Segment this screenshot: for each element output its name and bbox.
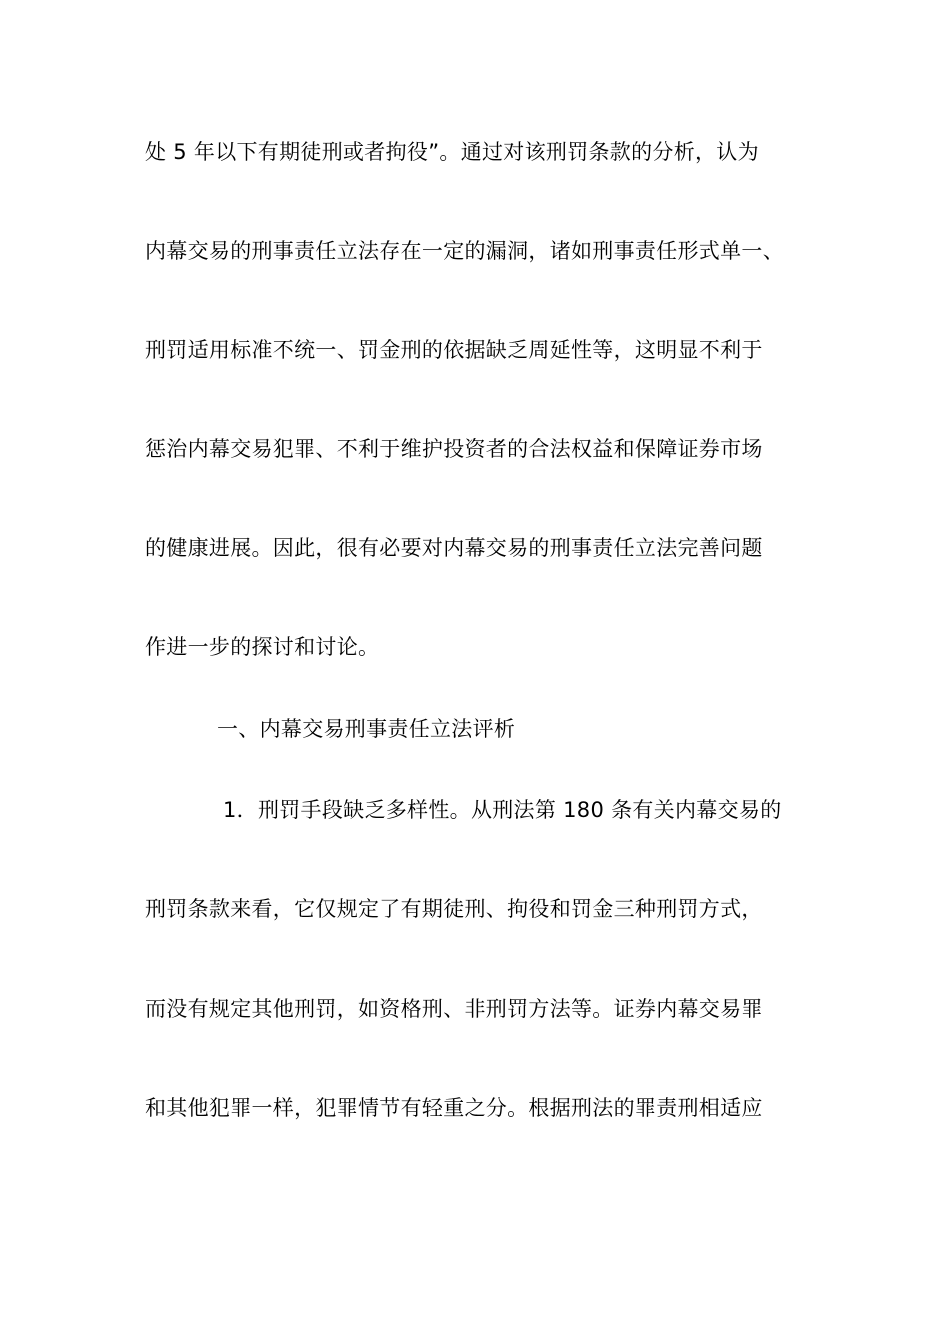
paragraph-line: 内幕交易的刑事责任立法存在一定的漏洞，诸如刑事责任形式单一、: [145, 239, 784, 263]
subsection-line: 而没有规定其他刑罚，如资格刑、非刑罚方法等。证券内幕交易罪: [145, 997, 763, 1021]
paragraph-line: 惩治内幕交易犯罪、不利于维护投资者的合法权益和保障证券市场: [145, 437, 763, 461]
paragraph-line: 作进一步的探讨和讨论。: [145, 635, 380, 659]
paragraph-line: 处 5 年以下有期徒刑或者拘役”。通过对该刑罚条款的分析，认为: [145, 140, 759, 164]
subsection-line: 1．刑罚手段缺乏多样性。从刑法第 180 条有关内幕交易的: [223, 798, 782, 822]
subsection-line: 刑罚条款来看，它仅规定了有期徒刑、拘役和罚金三种刑罚方式，: [145, 897, 763, 921]
subsection-line: 和其他犯罪一样，犯罪情节有轻重之分。根据刑法的罪责刑相适应: [145, 1096, 763, 1120]
paragraph-line: 刑罚适用标准不统一、罚金刑的依据缺乏周延性等，这明显不利于: [145, 338, 763, 362]
paragraph-line: 的健康进展。因此，很有必要对内幕交易的刑事责任立法完善问题: [145, 536, 763, 560]
section-heading: 一、内幕交易刑事责任立法评析: [217, 717, 516, 741]
